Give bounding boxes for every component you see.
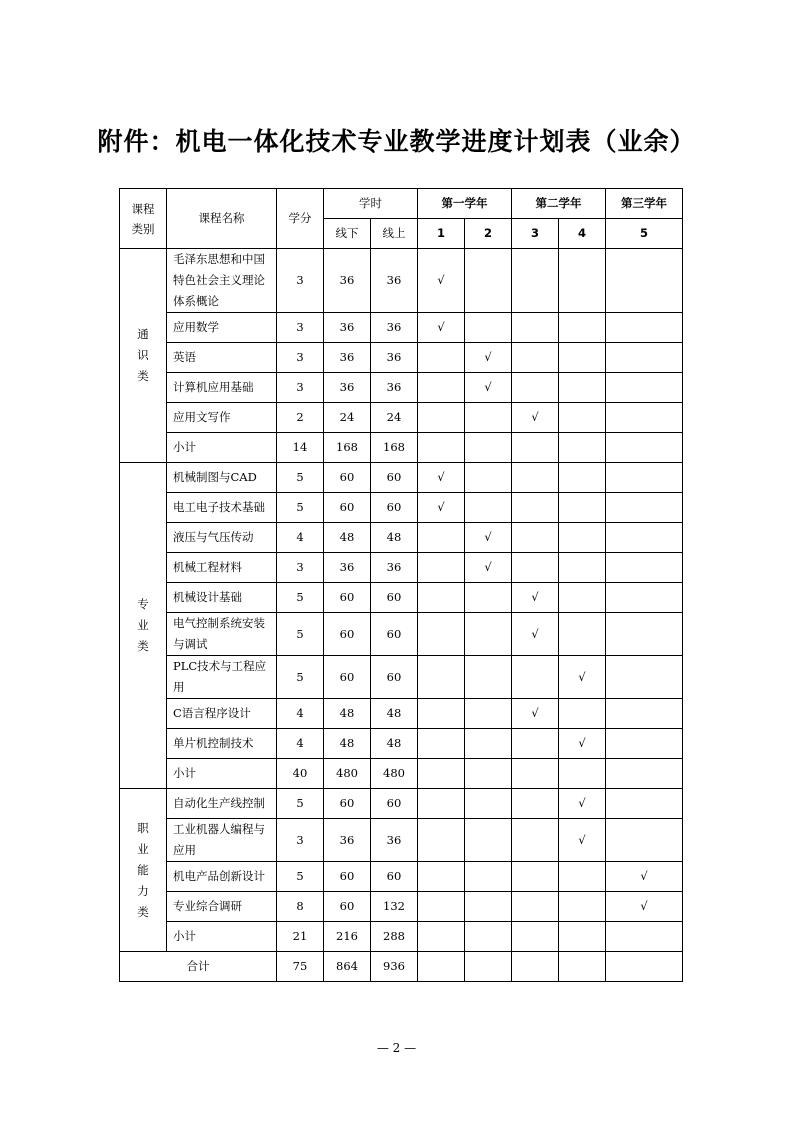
credits-cell: 21 [277, 922, 324, 952]
offline-hours-cell: 36 [324, 249, 371, 313]
offline-hours-cell: 60 [324, 583, 371, 613]
semester-3-cell [512, 373, 559, 403]
course-name-cell: 工业机器人编程与应用 [167, 819, 277, 862]
semester-1-cell [418, 553, 465, 583]
online-hours-cell: 36 [371, 819, 418, 862]
semester-1-cell [418, 922, 465, 952]
credits-cell: 4 [277, 729, 324, 759]
semester-4-cell [559, 583, 606, 613]
semester-3-cell [512, 819, 559, 862]
course-row [120, 463, 683, 493]
semester-1-cell [418, 403, 465, 433]
semester-5-cell [606, 523, 683, 553]
header-semester-5: 5 [606, 219, 683, 249]
semester-1-cell [418, 862, 465, 892]
course-name-cell: 自动化生产线控制 [167, 789, 277, 819]
offline-hours-cell: 60 [324, 789, 371, 819]
total-offline-hours: 864 [324, 952, 371, 982]
offline-hours-cell: 60 [324, 862, 371, 892]
subtotal-row [120, 759, 683, 789]
course-name-cell: 小计 [167, 759, 277, 789]
course-name-cell: 应用文写作 [167, 403, 277, 433]
semester-2-cell [465, 759, 512, 789]
course-name-cell: C语言程序设计 [167, 699, 277, 729]
semester-5-cell [606, 583, 683, 613]
course-name-cell: 英语 [167, 343, 277, 373]
credits-cell: 3 [277, 313, 324, 343]
offline-hours-cell: 168 [324, 433, 371, 463]
offline-hours-cell: 36 [324, 819, 371, 862]
semester-3-cell [512, 759, 559, 789]
course-name-cell: 小计 [167, 922, 277, 952]
semester-2-cell [465, 952, 512, 982]
semester-5-check-mark: √ [606, 862, 683, 892]
semester-1-cell [418, 759, 465, 789]
header-semester-1: 1 [418, 219, 465, 249]
header-semester-4: 4 [559, 219, 606, 249]
total-row [120, 952, 683, 982]
course-name-cell: 电工电子技术基础 [167, 493, 277, 523]
header-online: 线上 [371, 219, 418, 249]
credits-cell: 3 [277, 373, 324, 403]
offline-hours-cell: 216 [324, 922, 371, 952]
semester-5-cell [606, 553, 683, 583]
semester-2-cell [465, 892, 512, 922]
semester-4-cell [559, 463, 606, 493]
semester-5-cell [606, 249, 683, 313]
semester-5-cell [606, 656, 683, 699]
offline-hours-cell: 60 [324, 892, 371, 922]
semester-3-cell [512, 862, 559, 892]
course-row [120, 523, 683, 553]
semester-5-cell [606, 433, 683, 463]
teaching-plan-table [119, 188, 683, 982]
online-hours-cell: 288 [371, 922, 418, 952]
semester-2-cell [465, 249, 512, 313]
credits-cell: 8 [277, 892, 324, 922]
course-name-cell: PLC技术与工程应用 [167, 656, 277, 699]
semester-5-cell [606, 922, 683, 952]
online-hours-cell: 36 [371, 249, 418, 313]
online-hours-cell: 60 [371, 656, 418, 699]
course-row [120, 656, 683, 699]
semester-5-cell [606, 789, 683, 819]
course-row [120, 613, 683, 656]
semester-1-check-mark: √ [418, 493, 465, 523]
semester-1-cell [418, 699, 465, 729]
semester-1-cell [418, 952, 465, 982]
offline-hours-cell: 36 [324, 553, 371, 583]
online-hours-cell: 168 [371, 433, 418, 463]
header-offline: 线下 [324, 219, 371, 249]
semester-5-cell [606, 403, 683, 433]
online-hours-cell: 36 [371, 313, 418, 343]
course-name-cell: 液压与气压传动 [167, 523, 277, 553]
semester-3-cell [512, 493, 559, 523]
semester-4-cell [559, 523, 606, 553]
category-cell: 职业能力类 [120, 789, 167, 952]
header-year-3: 第三学年 [606, 189, 683, 219]
offline-hours-cell: 36 [324, 373, 371, 403]
semester-4-cell [559, 862, 606, 892]
category-cell: 专业类 [120, 463, 167, 789]
offline-hours-cell: 48 [324, 699, 371, 729]
semester-2-cell [465, 656, 512, 699]
semester-2-cell [465, 613, 512, 656]
semester-3-cell [512, 463, 559, 493]
semester-1-cell [418, 892, 465, 922]
semester-1-cell [418, 343, 465, 373]
course-row [120, 789, 683, 819]
online-hours-cell: 60 [371, 789, 418, 819]
semester-1-cell [418, 656, 465, 699]
semester-4-check-mark: √ [559, 656, 606, 699]
semester-4-cell [559, 922, 606, 952]
semester-5-cell [606, 313, 683, 343]
course-row [120, 862, 683, 892]
semester-1-check-mark: √ [418, 313, 465, 343]
semester-3-cell [512, 892, 559, 922]
semester-2-cell [465, 819, 512, 862]
semester-4-cell [559, 553, 606, 583]
online-hours-cell: 60 [371, 862, 418, 892]
semester-1-cell [418, 819, 465, 862]
semester-3-cell [512, 523, 559, 553]
semester-3-cell [512, 313, 559, 343]
semester-5-check-mark: √ [606, 892, 683, 922]
semester-3-check-mark: √ [512, 403, 559, 433]
semester-1-cell [418, 373, 465, 403]
course-name-cell: 计算机应用基础 [167, 373, 277, 403]
course-row [120, 313, 683, 343]
page-number: — 2 — [376, 1041, 417, 1055]
course-name-cell: 专业综合调研 [167, 892, 277, 922]
semester-4-cell [559, 433, 606, 463]
course-name-cell: 机电产品创新设计 [167, 862, 277, 892]
semester-1-cell [418, 613, 465, 656]
semester-2-cell [465, 583, 512, 613]
header-course-name: 课程名称 [167, 189, 277, 249]
semester-3-cell [512, 553, 559, 583]
semester-4-cell [559, 892, 606, 922]
category-cell: 通识类 [120, 249, 167, 463]
total-label: 合计 [120, 952, 277, 982]
semester-4-cell [559, 613, 606, 656]
online-hours-cell: 36 [371, 553, 418, 583]
total-online-hours: 936 [371, 952, 418, 982]
offline-hours-cell: 24 [324, 403, 371, 433]
header-hours: 学时 [324, 189, 418, 219]
semester-2-cell [465, 862, 512, 892]
course-row [120, 553, 683, 583]
online-hours-cell: 24 [371, 403, 418, 433]
course-row [120, 403, 683, 433]
semester-3-cell [512, 433, 559, 463]
semester-2-check-mark: √ [465, 373, 512, 403]
semester-2-cell [465, 313, 512, 343]
offline-hours-cell: 48 [324, 523, 371, 553]
subtotal-row [120, 433, 683, 463]
course-row [120, 373, 683, 403]
semester-2-cell [465, 493, 512, 523]
course-name-cell: 机械工程材料 [167, 553, 277, 583]
course-name-cell: 单片机控制技术 [167, 729, 277, 759]
course-row [120, 493, 683, 523]
course-name-cell: 应用数学 [167, 313, 277, 343]
online-hours-cell: 132 [371, 892, 418, 922]
semester-2-cell [465, 403, 512, 433]
offline-hours-cell: 60 [324, 613, 371, 656]
semester-1-check-mark: √ [418, 463, 465, 493]
credits-cell: 5 [277, 862, 324, 892]
semester-4-cell [559, 403, 606, 433]
semester-3-cell [512, 952, 559, 982]
semester-4-cell [559, 373, 606, 403]
credits-cell: 2 [277, 403, 324, 433]
credits-cell: 5 [277, 493, 324, 523]
header-semester-3: 3 [512, 219, 559, 249]
online-hours-cell: 48 [371, 729, 418, 759]
credits-cell: 4 [277, 699, 324, 729]
credits-cell: 40 [277, 759, 324, 789]
header-year-2: 第二学年 [512, 189, 606, 219]
semester-4-cell [559, 313, 606, 343]
semester-1-cell [418, 729, 465, 759]
subtotal-row [120, 922, 683, 952]
credits-cell: 3 [277, 249, 324, 313]
semester-3-cell [512, 729, 559, 759]
semester-4-cell [559, 343, 606, 373]
course-row [120, 892, 683, 922]
course-row [120, 729, 683, 759]
online-hours-cell: 60 [371, 463, 418, 493]
course-name-cell: 毛泽东思想和中国特色社会主义理论体系概论 [167, 249, 277, 313]
semester-3-cell [512, 656, 559, 699]
online-hours-cell: 36 [371, 373, 418, 403]
offline-hours-cell: 36 [324, 343, 371, 373]
semester-5-cell [606, 819, 683, 862]
course-name-cell: 电气控制系统安装与调试 [167, 613, 277, 656]
course-name-cell: 机械设计基础 [167, 583, 277, 613]
online-hours-cell: 60 [371, 613, 418, 656]
semester-4-cell [559, 493, 606, 523]
credits-cell: 5 [277, 583, 324, 613]
semester-5-cell [606, 952, 683, 982]
credits-cell: 3 [277, 553, 324, 583]
semester-2-cell [465, 433, 512, 463]
semester-3-cell [512, 249, 559, 313]
semester-4-cell [559, 952, 606, 982]
semester-4-cell [559, 249, 606, 313]
semester-2-cell [465, 699, 512, 729]
header-year-1: 第一学年 [418, 189, 512, 219]
semester-5-cell [606, 493, 683, 523]
semester-4-cell [559, 699, 606, 729]
offline-hours-cell: 480 [324, 759, 371, 789]
offline-hours-cell: 60 [324, 463, 371, 493]
credits-cell: 4 [277, 523, 324, 553]
semester-1-cell [418, 433, 465, 463]
offline-hours-cell: 60 [324, 493, 371, 523]
header-category: 课程类别 [120, 189, 167, 249]
semester-5-cell [606, 373, 683, 403]
semester-3-cell [512, 789, 559, 819]
credits-cell: 5 [277, 656, 324, 699]
semester-5-cell [606, 463, 683, 493]
semester-1-cell [418, 583, 465, 613]
online-hours-cell: 48 [371, 699, 418, 729]
credits-cell: 5 [277, 613, 324, 656]
online-hours-cell: 480 [371, 759, 418, 789]
semester-4-check-mark: √ [559, 789, 606, 819]
course-name-cell: 小计 [167, 433, 277, 463]
course-row [120, 819, 683, 862]
course-row [120, 249, 683, 313]
online-hours-cell: 60 [371, 493, 418, 523]
page-title: 附件：机电一体化技术专业教学进度计划表（业余） [97, 127, 696, 156]
credits-cell: 5 [277, 463, 324, 493]
offline-hours-cell: 36 [324, 313, 371, 343]
semester-3-check-mark: √ [512, 613, 559, 656]
semester-4-cell [559, 759, 606, 789]
semester-5-cell [606, 613, 683, 656]
semester-1-cell [418, 789, 465, 819]
course-row [120, 583, 683, 613]
semester-2-cell [465, 729, 512, 759]
online-hours-cell: 48 [371, 523, 418, 553]
course-name-cell: 机械制图与CAD [167, 463, 277, 493]
offline-hours-cell: 60 [324, 656, 371, 699]
credits-cell: 3 [277, 819, 324, 862]
semester-1-check-mark: √ [418, 249, 465, 313]
semester-3-cell [512, 922, 559, 952]
header-semester-2: 2 [465, 219, 512, 249]
semester-3-cell [512, 343, 559, 373]
semester-5-cell [606, 759, 683, 789]
semester-3-check-mark: √ [512, 699, 559, 729]
credits-cell: 5 [277, 789, 324, 819]
semester-2-check-mark: √ [465, 523, 512, 553]
semester-5-cell [606, 729, 683, 759]
offline-hours-cell: 48 [324, 729, 371, 759]
semester-2-check-mark: √ [465, 553, 512, 583]
semester-5-cell [606, 343, 683, 373]
header-credits: 学分 [277, 189, 324, 249]
semester-5-cell [606, 699, 683, 729]
semester-2-check-mark: √ [465, 343, 512, 373]
semester-4-check-mark: √ [559, 729, 606, 759]
course-row [120, 699, 683, 729]
header-row-1 [120, 189, 683, 219]
semester-4-check-mark: √ [559, 819, 606, 862]
semester-3-check-mark: √ [512, 583, 559, 613]
semester-2-cell [465, 463, 512, 493]
total-credits: 75 [277, 952, 324, 982]
online-hours-cell: 60 [371, 583, 418, 613]
credits-cell: 3 [277, 343, 324, 373]
semester-1-cell [418, 523, 465, 553]
semester-2-cell [465, 789, 512, 819]
course-row [120, 343, 683, 373]
online-hours-cell: 36 [371, 343, 418, 373]
semester-2-cell [465, 922, 512, 952]
credits-cell: 14 [277, 433, 324, 463]
